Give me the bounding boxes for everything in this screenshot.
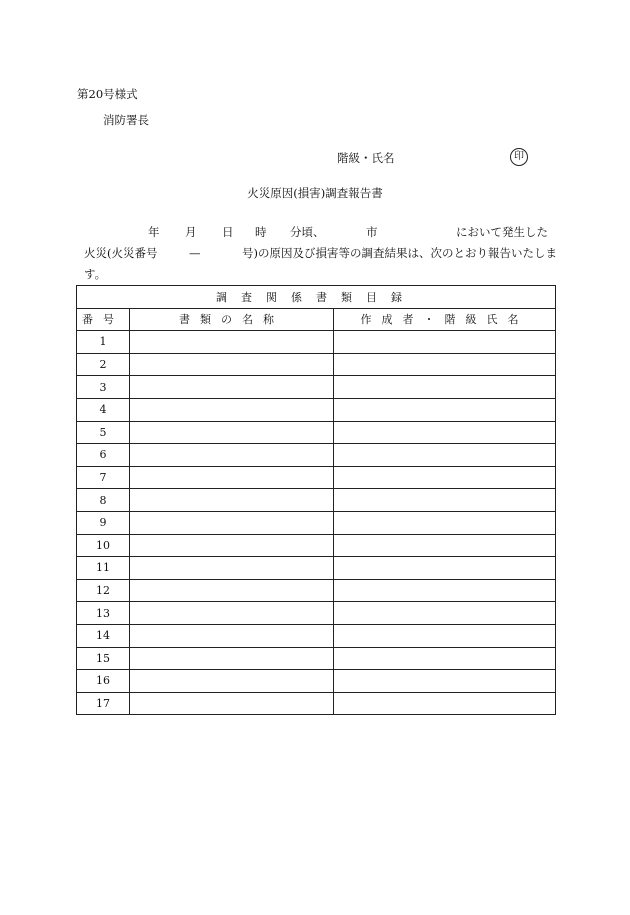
document-name-cell[interactable]: [130, 376, 334, 399]
row-number: 13: [77, 602, 130, 625]
author-cell[interactable]: [334, 421, 556, 444]
table-row: [77, 602, 556, 625]
table-row: [77, 421, 556, 444]
table-row: [77, 511, 556, 534]
table-caption: 調査関係書類目録: [77, 286, 556, 309]
table-row: [77, 489, 556, 512]
form-number: 第20号様式: [77, 87, 138, 101]
intro-minute: 分頃、: [290, 225, 325, 239]
row-number: 4: [77, 398, 130, 421]
row-number: 8: [77, 489, 130, 512]
table-row: [77, 647, 556, 670]
author-cell[interactable]: [334, 444, 556, 467]
author-cell[interactable]: [334, 534, 556, 557]
table-row: [77, 579, 556, 602]
intro-year: 年: [148, 225, 160, 239]
table-row: [77, 331, 556, 354]
intro-line-3: す。: [84, 267, 107, 281]
row-number: 12: [77, 579, 130, 602]
intro-tail: において発生した: [456, 225, 548, 239]
document-name-cell[interactable]: [130, 398, 334, 421]
intro-dash: —: [189, 246, 201, 260]
table-row: [77, 444, 556, 467]
row-number: 17: [77, 692, 130, 715]
document-name-cell[interactable]: [130, 421, 334, 444]
author-cell[interactable]: [334, 489, 556, 512]
intro-month: 月: [185, 225, 197, 239]
author-cell[interactable]: [334, 579, 556, 602]
header-document-name: 書類の名称: [130, 308, 334, 331]
row-number: 14: [77, 624, 130, 647]
table-row: [77, 376, 556, 399]
document-name-cell[interactable]: [130, 444, 334, 467]
rank-name-label: 階級・氏名: [337, 151, 395, 165]
document-name-cell[interactable]: [130, 692, 334, 715]
row-number: 7: [77, 466, 130, 489]
author-cell[interactable]: [334, 398, 556, 421]
row-number: 3: [77, 376, 130, 399]
row-number: 1: [77, 331, 130, 354]
table-row: [77, 624, 556, 647]
table-row: [77, 557, 556, 580]
addressee: 消防署長: [103, 113, 149, 127]
author-cell[interactable]: [334, 466, 556, 489]
document-list-table: [76, 285, 556, 715]
document-name-cell[interactable]: [130, 670, 334, 693]
author-cell[interactable]: [334, 602, 556, 625]
row-number: 9: [77, 511, 130, 534]
row-number: 6: [77, 444, 130, 467]
row-number: 11: [77, 557, 130, 580]
author-cell[interactable]: [334, 692, 556, 715]
table-row: [77, 534, 556, 557]
author-cell[interactable]: [334, 647, 556, 670]
row-number: 5: [77, 421, 130, 444]
document-name-cell[interactable]: [130, 602, 334, 625]
document-name-cell[interactable]: [130, 624, 334, 647]
document-name-cell[interactable]: [130, 353, 334, 376]
row-number: 15: [77, 647, 130, 670]
intro-day: 日: [222, 225, 234, 239]
report-title: 火災原因(損害)調査報告書: [247, 186, 383, 200]
intro-line-1: [0, 222, 630, 243]
document-name-cell[interactable]: [130, 511, 334, 534]
author-cell[interactable]: [334, 624, 556, 647]
document-name-cell[interactable]: [130, 557, 334, 580]
table-row: [77, 398, 556, 421]
document-name-cell[interactable]: [130, 647, 334, 670]
author-cell[interactable]: [334, 670, 556, 693]
intro-line-2: [0, 243, 630, 264]
table-row: [77, 692, 556, 715]
row-number: 10: [77, 534, 130, 557]
header-number: 番号: [77, 308, 130, 331]
table-row: [77, 670, 556, 693]
intro-city: 市: [366, 225, 378, 239]
seal-mark: 印: [510, 148, 528, 166]
intro-hour: 時: [255, 225, 267, 239]
table-row: [77, 466, 556, 489]
document-name-cell[interactable]: [130, 331, 334, 354]
document-name-cell[interactable]: [130, 579, 334, 602]
document-name-cell[interactable]: [130, 534, 334, 557]
document-name-cell[interactable]: [130, 489, 334, 512]
document-name-cell[interactable]: [130, 466, 334, 489]
header-author: 作成者・階級氏名: [334, 308, 556, 331]
row-number: 16: [77, 670, 130, 693]
row-number: 2: [77, 353, 130, 376]
author-cell[interactable]: [334, 331, 556, 354]
intro-fire-number: 火災(火災番号: [84, 246, 158, 260]
intro-rest: 号)の原因及び損害等の調査結果は、次のとおり報告いたしま: [242, 246, 557, 260]
author-cell[interactable]: [334, 511, 556, 534]
table-row: [77, 353, 556, 376]
author-cell[interactable]: [334, 557, 556, 580]
author-cell[interactable]: [334, 376, 556, 399]
author-cell[interactable]: [334, 353, 556, 376]
